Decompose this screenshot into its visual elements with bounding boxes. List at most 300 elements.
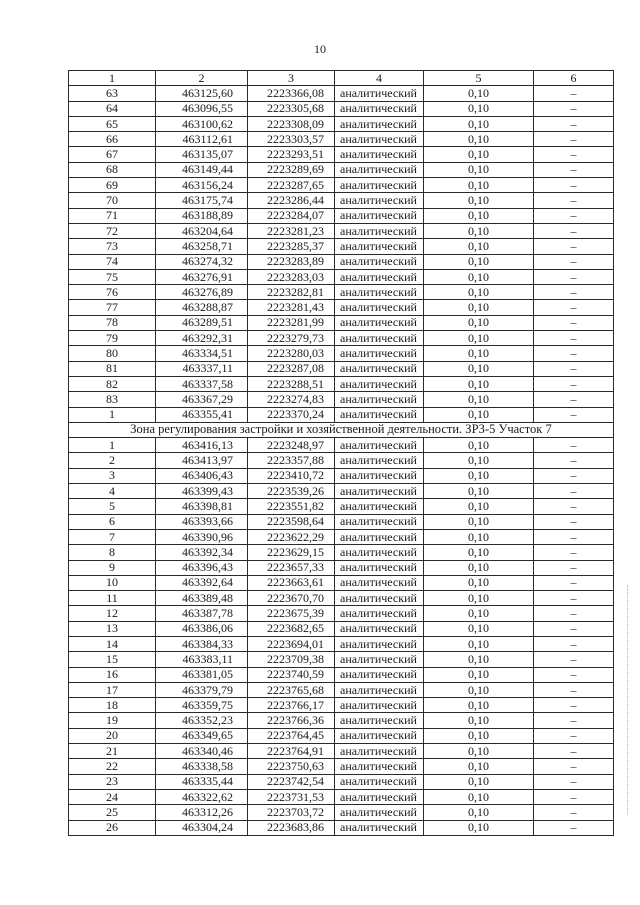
cell-col-3: 2223281,43 (248, 300, 335, 315)
table-row (69, 147, 614, 162)
cell-col-6: – (534, 514, 614, 529)
cell-col-4: аналитический (335, 621, 424, 636)
cell-col-2: 463304,24 (156, 820, 248, 835)
cell-col-4: аналитический (335, 514, 424, 529)
cell-col-5: 0,10 (424, 805, 534, 820)
cell-col-3: 2223663,61 (248, 575, 335, 590)
cell-col-5: 0,10 (424, 713, 534, 728)
table-row (69, 300, 614, 315)
table-row (69, 407, 614, 422)
cell-col-4: аналитический (335, 453, 424, 468)
header-col-6: 6 (534, 71, 614, 86)
cell-col-1: 22 (69, 759, 156, 774)
cell-col-6: – (534, 346, 614, 361)
table-body-part-1 (69, 86, 614, 423)
table-row (69, 453, 614, 468)
cell-col-5: 0,10 (424, 591, 534, 606)
cell-col-3: 2223703,72 (248, 805, 335, 820)
table-header-row (69, 71, 614, 86)
cell-col-2: 463352,23 (156, 713, 248, 728)
cell-col-5: 0,10 (424, 116, 534, 131)
cell-col-4: аналитический (335, 132, 424, 147)
cell-col-4: аналитический (335, 300, 424, 315)
cell-col-3: 2223675,39 (248, 606, 335, 621)
cell-col-2: 463396,43 (156, 560, 248, 575)
cell-col-3: 2223248,97 (248, 438, 335, 453)
table-row (69, 484, 614, 499)
cell-col-5: 0,10 (424, 407, 534, 422)
cell-col-4: аналитический (335, 484, 424, 499)
cell-col-3: 2223287,08 (248, 361, 335, 376)
cell-col-2: 463340,46 (156, 744, 248, 759)
cell-col-3: 2223539,26 (248, 484, 335, 499)
cell-col-4: аналитический (335, 407, 424, 422)
table-row (69, 315, 614, 330)
cell-col-3: 2223281,23 (248, 223, 335, 238)
cell-col-4: аналитический (335, 101, 424, 116)
cell-col-2: 463334,51 (156, 346, 248, 361)
cell-col-3: 2223357,88 (248, 453, 335, 468)
cell-col-6: – (534, 560, 614, 575)
header-col-4: 4 (335, 71, 424, 86)
cell-col-6: – (534, 101, 614, 116)
header-col-5: 5 (424, 71, 534, 86)
cell-col-5: 0,10 (424, 147, 534, 162)
table-row (69, 621, 614, 636)
table-row (69, 636, 614, 651)
cell-col-3: 2223370,24 (248, 407, 335, 422)
table-row (69, 560, 614, 575)
cell-col-1: 10 (69, 575, 156, 590)
cell-col-4: аналитический (335, 116, 424, 131)
cell-col-3: 2223766,36 (248, 713, 335, 728)
cell-col-3: 2223598,64 (248, 514, 335, 529)
table-row (69, 331, 614, 346)
cell-col-6: – (534, 392, 614, 407)
cell-col-4: аналитический (335, 560, 424, 575)
table-row (69, 713, 614, 728)
cell-col-6: – (534, 285, 614, 300)
table-row (69, 698, 614, 713)
cell-col-1: 5 (69, 499, 156, 514)
table-row (69, 208, 614, 223)
cell-col-3: 2223279,73 (248, 331, 335, 346)
table-row (69, 361, 614, 376)
table-row (69, 514, 614, 529)
cell-col-3: 2223366,08 (248, 86, 335, 101)
table-row (69, 789, 614, 804)
cell-col-4: аналитический (335, 744, 424, 759)
cell-col-3: 2223305,68 (248, 101, 335, 116)
cell-col-1: 24 (69, 789, 156, 804)
cell-col-1: 83 (69, 392, 156, 407)
cell-col-6: – (534, 239, 614, 254)
scan-edge-mark (627, 585, 629, 815)
cell-col-1: 3 (69, 468, 156, 483)
cell-col-4: аналитический (335, 575, 424, 590)
cell-col-5: 0,10 (424, 759, 534, 774)
cell-col-5: 0,10 (424, 392, 534, 407)
cell-col-5: 0,10 (424, 331, 534, 346)
cell-col-2: 463337,58 (156, 376, 248, 391)
cell-col-6: – (534, 132, 614, 147)
table-row (69, 667, 614, 682)
cell-col-4: аналитический (335, 529, 424, 544)
cell-col-6: – (534, 545, 614, 560)
cell-col-5: 0,10 (424, 529, 534, 544)
cell-col-4: аналитический (335, 285, 424, 300)
cell-col-5: 0,10 (424, 621, 534, 636)
cell-col-2: 463389,48 (156, 591, 248, 606)
cell-col-5: 0,10 (424, 545, 534, 560)
cell-col-6: – (534, 621, 614, 636)
cell-col-3: 2223764,91 (248, 744, 335, 759)
cell-col-1: 8 (69, 545, 156, 560)
table-row (69, 774, 614, 789)
cell-col-1: 20 (69, 728, 156, 743)
cell-col-1: 26 (69, 820, 156, 835)
cell-col-4: аналитический (335, 789, 424, 804)
cell-col-4: аналитический (335, 805, 424, 820)
cell-col-4: аналитический (335, 315, 424, 330)
cell-col-3: 2223551,82 (248, 499, 335, 514)
cell-col-3: 2223683,86 (248, 820, 335, 835)
cell-col-4: аналитический (335, 636, 424, 651)
cell-col-2: 463359,75 (156, 698, 248, 713)
header-col-2: 2 (156, 71, 248, 86)
cell-col-5: 0,10 (424, 728, 534, 743)
cell-col-2: 463274,32 (156, 254, 248, 269)
cell-col-1: 2 (69, 453, 156, 468)
cell-col-3: 2223682,65 (248, 621, 335, 636)
table-body-part-2 (69, 438, 614, 836)
table-row (69, 606, 614, 621)
cell-col-2: 463355,41 (156, 407, 248, 422)
cell-col-3: 2223765,68 (248, 682, 335, 697)
cell-col-2: 463112,61 (156, 132, 248, 147)
cell-col-4: аналитический (335, 269, 424, 284)
cell-col-2: 463335,44 (156, 774, 248, 789)
cell-col-5: 0,10 (424, 346, 534, 361)
table-row (69, 759, 614, 774)
cell-col-6: – (534, 147, 614, 162)
cell-col-6: – (534, 789, 614, 804)
cell-col-4: аналитический (335, 193, 424, 208)
cell-col-5: 0,10 (424, 193, 534, 208)
cell-col-1: 82 (69, 376, 156, 391)
cell-col-1: 14 (69, 636, 156, 651)
cell-col-3: 2223657,33 (248, 560, 335, 575)
cell-col-2: 463188,89 (156, 208, 248, 223)
cell-col-2: 463392,64 (156, 575, 248, 590)
cell-col-2: 463175,74 (156, 193, 248, 208)
table-row (69, 392, 614, 407)
cell-col-2: 463276,91 (156, 269, 248, 284)
cell-col-4: аналитический (335, 86, 424, 101)
cell-col-1: 67 (69, 147, 156, 162)
section-title: Зона регулирования застройки и хозяйственной деятельности. ЗРЗ-5 Участок 7 (69, 422, 614, 437)
cell-col-4: аналитический (335, 254, 424, 269)
cell-col-3: 2223282,81 (248, 285, 335, 300)
cell-col-5: 0,10 (424, 208, 534, 223)
table-row (69, 269, 614, 284)
cell-col-3: 2223280,03 (248, 346, 335, 361)
cell-col-2: 463149,44 (156, 162, 248, 177)
cell-col-6: – (534, 499, 614, 514)
cell-col-1: 74 (69, 254, 156, 269)
cell-col-1: 23 (69, 774, 156, 789)
cell-col-5: 0,10 (424, 667, 534, 682)
cell-col-1: 4 (69, 484, 156, 499)
cell-col-2: 463367,29 (156, 392, 248, 407)
cell-col-2: 463322,62 (156, 789, 248, 804)
cell-col-3: 2223740,59 (248, 667, 335, 682)
cell-col-1: 80 (69, 346, 156, 361)
cell-col-3: 2223283,03 (248, 269, 335, 284)
cell-col-5: 0,10 (424, 789, 534, 804)
cell-col-6: – (534, 116, 614, 131)
cell-col-6: – (534, 453, 614, 468)
table-row (69, 223, 614, 238)
cell-col-2: 463413,97 (156, 453, 248, 468)
cell-col-2: 463156,24 (156, 178, 248, 193)
cell-col-2: 463125,60 (156, 86, 248, 101)
cell-col-4: аналитический (335, 774, 424, 789)
cell-col-6: – (534, 162, 614, 177)
cell-col-6: – (534, 682, 614, 697)
cell-col-6: – (534, 361, 614, 376)
cell-col-1: 68 (69, 162, 156, 177)
cell-col-2: 463337,11 (156, 361, 248, 376)
cell-col-1: 77 (69, 300, 156, 315)
cell-col-6: – (534, 529, 614, 544)
cell-col-3: 2223283,89 (248, 254, 335, 269)
cell-col-4: аналитический (335, 346, 424, 361)
cell-col-1: 6 (69, 514, 156, 529)
cell-col-2: 463387,78 (156, 606, 248, 621)
cell-col-4: аналитический (335, 147, 424, 162)
cell-col-6: – (534, 468, 614, 483)
cell-col-6: – (534, 774, 614, 789)
cell-col-3: 2223629,15 (248, 545, 335, 560)
cell-col-4: аналитический (335, 591, 424, 606)
table-row (69, 193, 614, 208)
cell-col-4: аналитический (335, 682, 424, 697)
cell-col-6: – (534, 591, 614, 606)
cell-col-4: аналитический (335, 667, 424, 682)
cell-col-5: 0,10 (424, 560, 534, 575)
cell-col-2: 463096,55 (156, 101, 248, 116)
cell-col-5: 0,10 (424, 636, 534, 651)
cell-col-3: 2223766,17 (248, 698, 335, 713)
cell-col-4: аналитический (335, 438, 424, 453)
table-row (69, 254, 614, 269)
cell-col-5: 0,10 (424, 101, 534, 116)
cell-col-1: 17 (69, 682, 156, 697)
cell-col-1: 75 (69, 269, 156, 284)
cell-col-2: 463393,66 (156, 514, 248, 529)
cell-col-6: – (534, 86, 614, 101)
cell-col-6: – (534, 728, 614, 743)
cell-col-5: 0,10 (424, 300, 534, 315)
cell-col-1: 69 (69, 178, 156, 193)
cell-col-2: 463399,43 (156, 484, 248, 499)
cell-col-2: 463204,64 (156, 223, 248, 238)
cell-col-5: 0,10 (424, 468, 534, 483)
cell-col-5: 0,10 (424, 606, 534, 621)
cell-col-6: – (534, 269, 614, 284)
cell-col-1: 16 (69, 667, 156, 682)
section-title-row (69, 422, 614, 437)
table-row (69, 805, 614, 820)
cell-col-5: 0,10 (424, 744, 534, 759)
table-row (69, 346, 614, 361)
cell-col-1: 66 (69, 132, 156, 147)
cell-col-3: 2223303,57 (248, 132, 335, 147)
table-row (69, 438, 614, 453)
table-row (69, 285, 614, 300)
cell-col-4: аналитический (335, 499, 424, 514)
cell-col-3: 2223285,37 (248, 239, 335, 254)
cell-col-5: 0,10 (424, 652, 534, 667)
cell-col-2: 463390,96 (156, 529, 248, 544)
table-row (69, 529, 614, 544)
cell-col-4: аналитический (335, 698, 424, 713)
cell-col-2: 463289,51 (156, 315, 248, 330)
cell-col-4: аналитический (335, 162, 424, 177)
cell-col-6: – (534, 254, 614, 269)
cell-col-6: – (534, 315, 614, 330)
cell-col-3: 2223742,54 (248, 774, 335, 789)
table-row (69, 162, 614, 177)
cell-col-5: 0,10 (424, 682, 534, 697)
cell-col-6: – (534, 178, 614, 193)
cell-col-4: аналитический (335, 820, 424, 835)
cell-col-2: 463100,62 (156, 116, 248, 131)
cell-col-5: 0,10 (424, 315, 534, 330)
cell-col-5: 0,10 (424, 223, 534, 238)
cell-col-2: 463349,65 (156, 728, 248, 743)
cell-col-1: 19 (69, 713, 156, 728)
cell-col-1: 71 (69, 208, 156, 223)
cell-col-5: 0,10 (424, 698, 534, 713)
cell-col-1: 65 (69, 116, 156, 131)
cell-col-5: 0,10 (424, 438, 534, 453)
table-row (69, 101, 614, 116)
cell-col-5: 0,10 (424, 269, 534, 284)
table-row (69, 239, 614, 254)
table-row (69, 682, 614, 697)
cell-col-1: 11 (69, 591, 156, 606)
cell-col-2: 463398,81 (156, 499, 248, 514)
cell-col-6: – (534, 331, 614, 346)
cell-col-1: 73 (69, 239, 156, 254)
table-row (69, 376, 614, 391)
cell-col-5: 0,10 (424, 774, 534, 789)
cell-col-4: аналитический (335, 392, 424, 407)
cell-col-2: 463381,05 (156, 667, 248, 682)
cell-col-4: аналитический (335, 468, 424, 483)
cell-col-5: 0,10 (424, 575, 534, 590)
cell-col-5: 0,10 (424, 254, 534, 269)
cell-col-6: – (534, 193, 614, 208)
cell-col-4: аналитический (335, 545, 424, 560)
cell-col-6: – (534, 606, 614, 621)
cell-col-6: – (534, 667, 614, 682)
cell-col-3: 2223764,45 (248, 728, 335, 743)
cell-col-4: аналитический (335, 208, 424, 223)
table-row (69, 820, 614, 835)
cell-col-2: 463379,79 (156, 682, 248, 697)
cell-col-5: 0,10 (424, 239, 534, 254)
cell-col-6: – (534, 713, 614, 728)
cell-col-3: 2223694,01 (248, 636, 335, 651)
cell-col-6: – (534, 438, 614, 453)
cell-col-3: 2223731,53 (248, 789, 335, 804)
cell-col-4: аналитический (335, 713, 424, 728)
cell-col-1: 63 (69, 86, 156, 101)
cell-col-1: 13 (69, 621, 156, 636)
cell-col-4: аналитический (335, 759, 424, 774)
cell-col-3: 2223308,09 (248, 116, 335, 131)
cell-col-6: – (534, 759, 614, 774)
coordinates-table (68, 70, 614, 836)
cell-col-5: 0,10 (424, 376, 534, 391)
cell-col-4: аналитический (335, 728, 424, 743)
cell-col-1: 7 (69, 529, 156, 544)
page-number: 10 (314, 42, 326, 56)
cell-col-3: 2223284,07 (248, 208, 335, 223)
cell-col-5: 0,10 (424, 86, 534, 101)
cell-col-1: 70 (69, 193, 156, 208)
cell-col-2: 463416,13 (156, 438, 248, 453)
cell-col-4: аналитический (335, 239, 424, 254)
cell-col-6: – (534, 744, 614, 759)
cell-col-5: 0,10 (424, 484, 534, 499)
cell-col-3: 2223709,38 (248, 652, 335, 667)
cell-col-4: аналитический (335, 178, 424, 193)
cell-col-1: 78 (69, 315, 156, 330)
cell-col-6: – (534, 300, 614, 315)
cell-col-1: 1 (69, 438, 156, 453)
cell-col-6: – (534, 820, 614, 835)
cell-col-2: 463392,34 (156, 545, 248, 560)
table-row (69, 178, 614, 193)
cell-col-4: аналитический (335, 606, 424, 621)
cell-col-3: 2223287,65 (248, 178, 335, 193)
cell-col-6: – (534, 652, 614, 667)
cell-col-1: 81 (69, 361, 156, 376)
table-row (69, 116, 614, 131)
cell-col-4: аналитический (335, 652, 424, 667)
cell-col-2: 463258,71 (156, 239, 248, 254)
table-row (69, 652, 614, 667)
table-row (69, 728, 614, 743)
cell-col-3: 2223670,70 (248, 591, 335, 606)
cell-col-5: 0,10 (424, 162, 534, 177)
cell-col-3: 2223288,51 (248, 376, 335, 391)
cell-col-6: – (534, 636, 614, 651)
cell-col-3: 2223289,69 (248, 162, 335, 177)
cell-col-2: 463292,31 (156, 331, 248, 346)
cell-col-6: – (534, 805, 614, 820)
cell-col-5: 0,10 (424, 499, 534, 514)
cell-col-4: аналитический (335, 223, 424, 238)
cell-col-3: 2223750,63 (248, 759, 335, 774)
cell-col-1: 25 (69, 805, 156, 820)
cell-col-2: 463384,33 (156, 636, 248, 651)
cell-col-5: 0,10 (424, 132, 534, 147)
